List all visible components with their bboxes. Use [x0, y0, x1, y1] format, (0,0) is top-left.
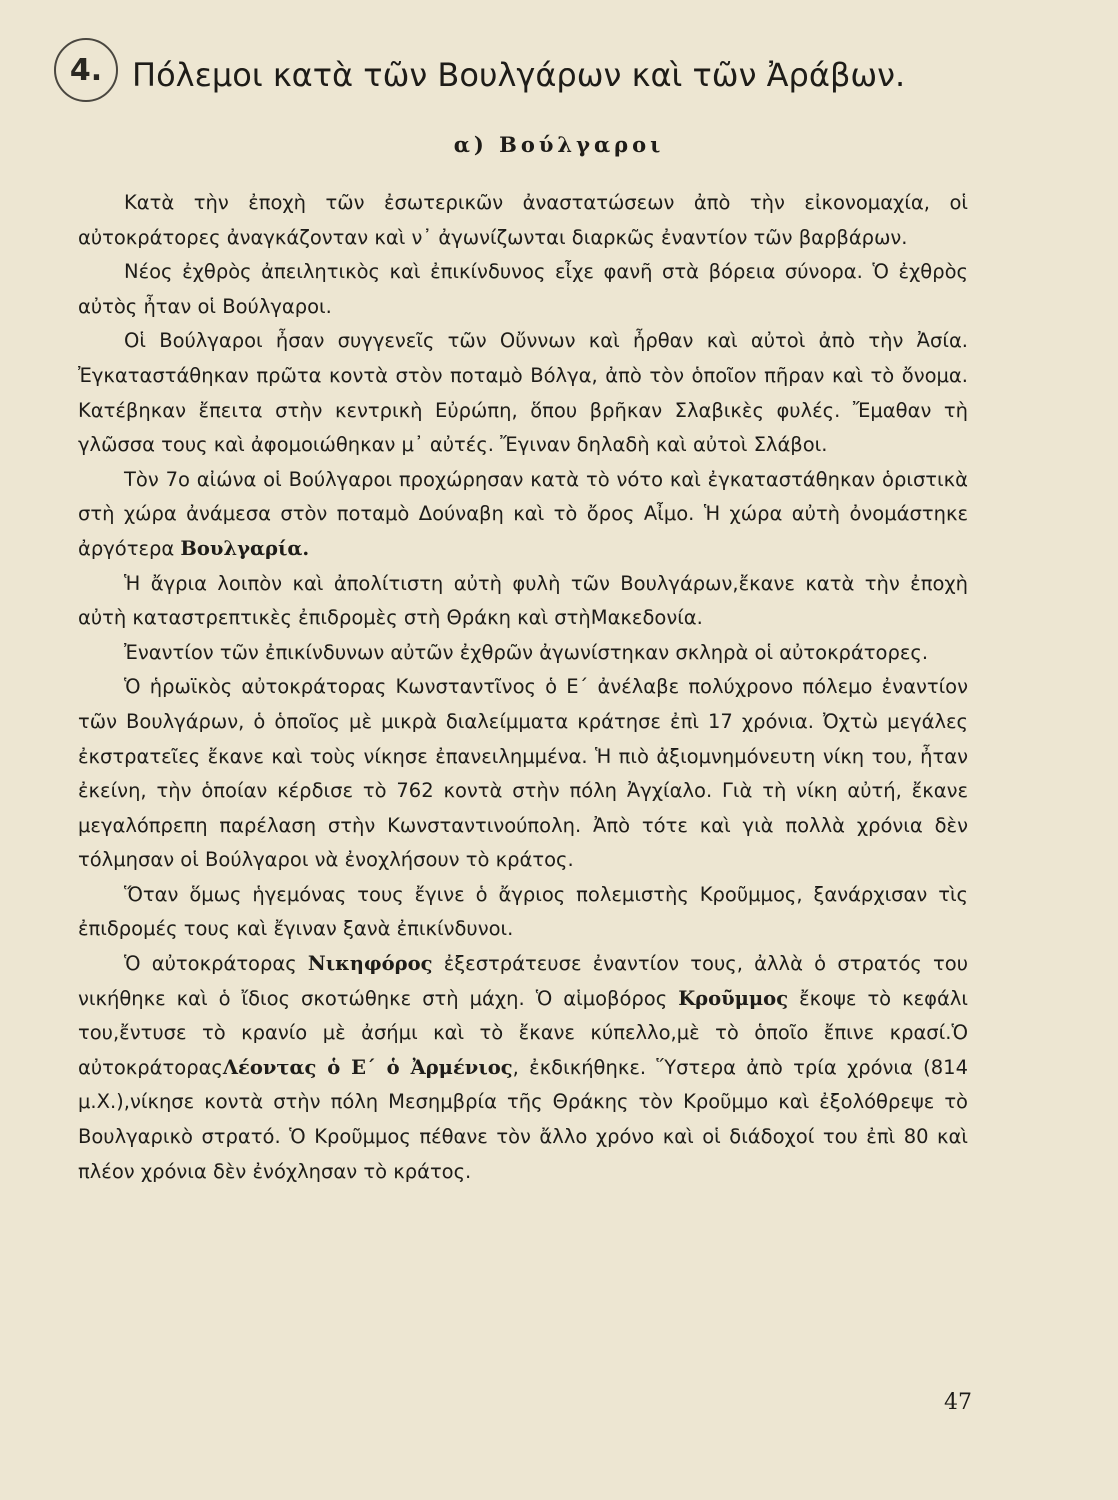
- paragraph: Νέος ἐχθρὸς ἀπειλητικὸς καὶ ἐπικίνδυνος εἶχε φανῆ στὰ βόρεια σύνορα. Ὁ ἐχθρὸς αὐτὸς ἦταν οἱ Βούλγαροι.: [78, 260, 968, 318]
- paragraph: Ὁ ἡρωϊκὸς αὐτοκράτορας Κωνσταντῖνος ὁ Ε΄ ἀνέλαβε πολύχρονο πόλεμο ἐναντίον τῶν Βουλγάρων, ὁ ὁποῖος μὲ μικρὰ διαλείμματα κράτησε ἐπὶ 17 χρόνια. Ὀχτὼ μεγάλες ἐκστρατεῖες ἔκανε καὶ τοὺς νίκησε ἐπανειλημμένα. Ἡ πιὸ ἀξιομνημόνευτη νίκη του, ἦταν ἐκείνη, τὴν ὁποίαν κέρδισε τὸ 762 κοντὰ στὴν πόλη Ἀγχίαλο. Γιὰ τὴ νίκη αὐτή, ἔκανε μεγαλόπρεπη παρέλαση στὴν Κωνσταντινούπολη. Ἀπὸ τότε καὶ γιὰ πολλὰ χρόνια δὲν τόλμησαν οἱ Βούλγαροι νὰ ἐνοχλήσουν τὸ κράτος.: [78, 675, 968, 872]
- bold-term-nikiforos: Νικηφόρος: [307, 952, 433, 976]
- chapter-title: Πόλεμοι κατὰ τῶν Βουλγάρων καὶ τῶν Ἀράβων.: [132, 56, 906, 94]
- paragraph: Ἐναντίον τῶν ἐπικίνδυνων αὐτῶν ἐχθρῶν ἀγωνίστηκαν σκληρὰ οἱ αὐτοκράτορες.: [124, 640, 929, 664]
- bold-term-krummos: Κροῦμμος: [678, 986, 789, 1010]
- paragraph: Ὅταν ὅμως ἡγεμόνας τους ἔγινε ὁ ἄγριος πολεμιστὴς Κροῦμμος, ξανάρχισαν τὶς ἐπιδρομές τους καὶ ἔγιναν ξανὰ ἐπικίνδυνοι.: [78, 882, 968, 941]
- paragraph: Οἱ Βούλγαροι ἦσαν συγγενεῖς τῶν Οὔννων καὶ ἦρθαν καὶ αὐτοὶ ἀπὸ τὴν Ἀσία. Ἐγκαταστάθηκαν πρῶτα κοντὰ στὸν ποταμὸ Βόλγα, ἀπὸ τὸν ὁποῖον πῆραν καὶ τὸ ὄνομα. Κατέβηκαν ἔπειτα στὴν κεντρικὴ Εὐρώπη, ὅπου βρῆκαν Σλαβικὲς φυλές. Ἔμαθαν τὴ γλῶσσα τους καὶ ἀφομοιώθηκαν μ᾽ αὐτές. Ἔγιναν δηλαδὴ καὶ αὐτοὶ Σλάβοι.: [78, 329, 968, 457]
- paragraph-text: , ἐκδικήθηκε. Ὕστερα ἀπὸ τρία χρόνια (814 μ.Χ.),νίκησε κοντὰ στὴν πόλη Μεσημβρία τῆς Θράκης τὸν Κροῦμμο καὶ ἐξολόθρεψε τὸ Βουλγαρικὸ στρατό. Ὁ Κροῦμμος πέθανε τὸν ἄλλο χρόνο καὶ οἱ διάδοχοί του ἐπὶ 80 καὶ πλέον χρόνια δὲν ἐνόχλησαν τὸ κράτος.: [78, 1055, 968, 1183]
- paragraph-text: ἔκοψε τὸ κεφάλι του,ἔντυσε τὸ κρανίο μὲ ἀσήμι καὶ τὸ ἔκανε κύπελλο,μὲ τὸ ὁποῖο ἔπινε κρασί.Ὁ αὐτοκράτορας: [78, 986, 968, 1079]
- paragraph-text: ἐξεστράτευσε ἐναντίον τους, ἀλλὰ ὁ στρατός του νικήθηκε καὶ ὁ ἴδιος σκοτώθηκε στὴ μάχη. Ὁ αἱμοβόρος: [78, 952, 968, 1010]
- paragraph-text: Ὁ αὐτοκράτορας: [124, 952, 297, 976]
- paragraph: [78, 947, 968, 1189]
- body-text: [78, 186, 968, 1189]
- bold-term-bulgaria: Βουλγαρία.: [180, 536, 310, 560]
- chapter-number: 4.: [54, 38, 118, 102]
- paragraph-text: Τὸν 7ο αἰώνα οἱ Βούλγαροι προχώρησαν κατὰ τὸ νότο καὶ ἐγκαταστάθηκαν ὁριστικὰ στὴ χώρα ἀνάμεσα στὸν ποταμὸ Δούναβη καὶ τὸ ὄρος Αἶμο. Ἡ χώρα αὐτὴ ὀνομάστηκε ἀργότερα: [78, 467, 968, 560]
- page-number: 47: [944, 1390, 972, 1415]
- paragraph: Ἡ ἄγρια λοιπὸν καὶ ἀπολίτιστη αὐτὴ φυλὴ τῶν Βουλγάρων,ἔκανε κατὰ τὴν ἐποχὴ αὐτὴ καταστρεπτικὲς ἐπιδρομὲς στὴ Θράκη καὶ στὴΜακεδονία.: [78, 571, 968, 630]
- bold-term-leon: Λέοντας ὁ Ε΄ ὁ Ἀρμένιος: [222, 1055, 513, 1079]
- section-title: α) Βούλγαροι: [453, 132, 665, 157]
- paragraph: [78, 463, 968, 567]
- paragraph: Κατὰ τὴν ἐποχὴ τῶν ἐσωτερικῶν ἀναστατώσεων ἀπὸ τὴν εἰκονομαχία, οἱ αὐτοκράτορες ἀναγκάζονταν καὶ ν᾽ ἀγωνίζωνται διαρκῶς ἐναντίον τῶν βαρβάρων.: [78, 191, 968, 249]
